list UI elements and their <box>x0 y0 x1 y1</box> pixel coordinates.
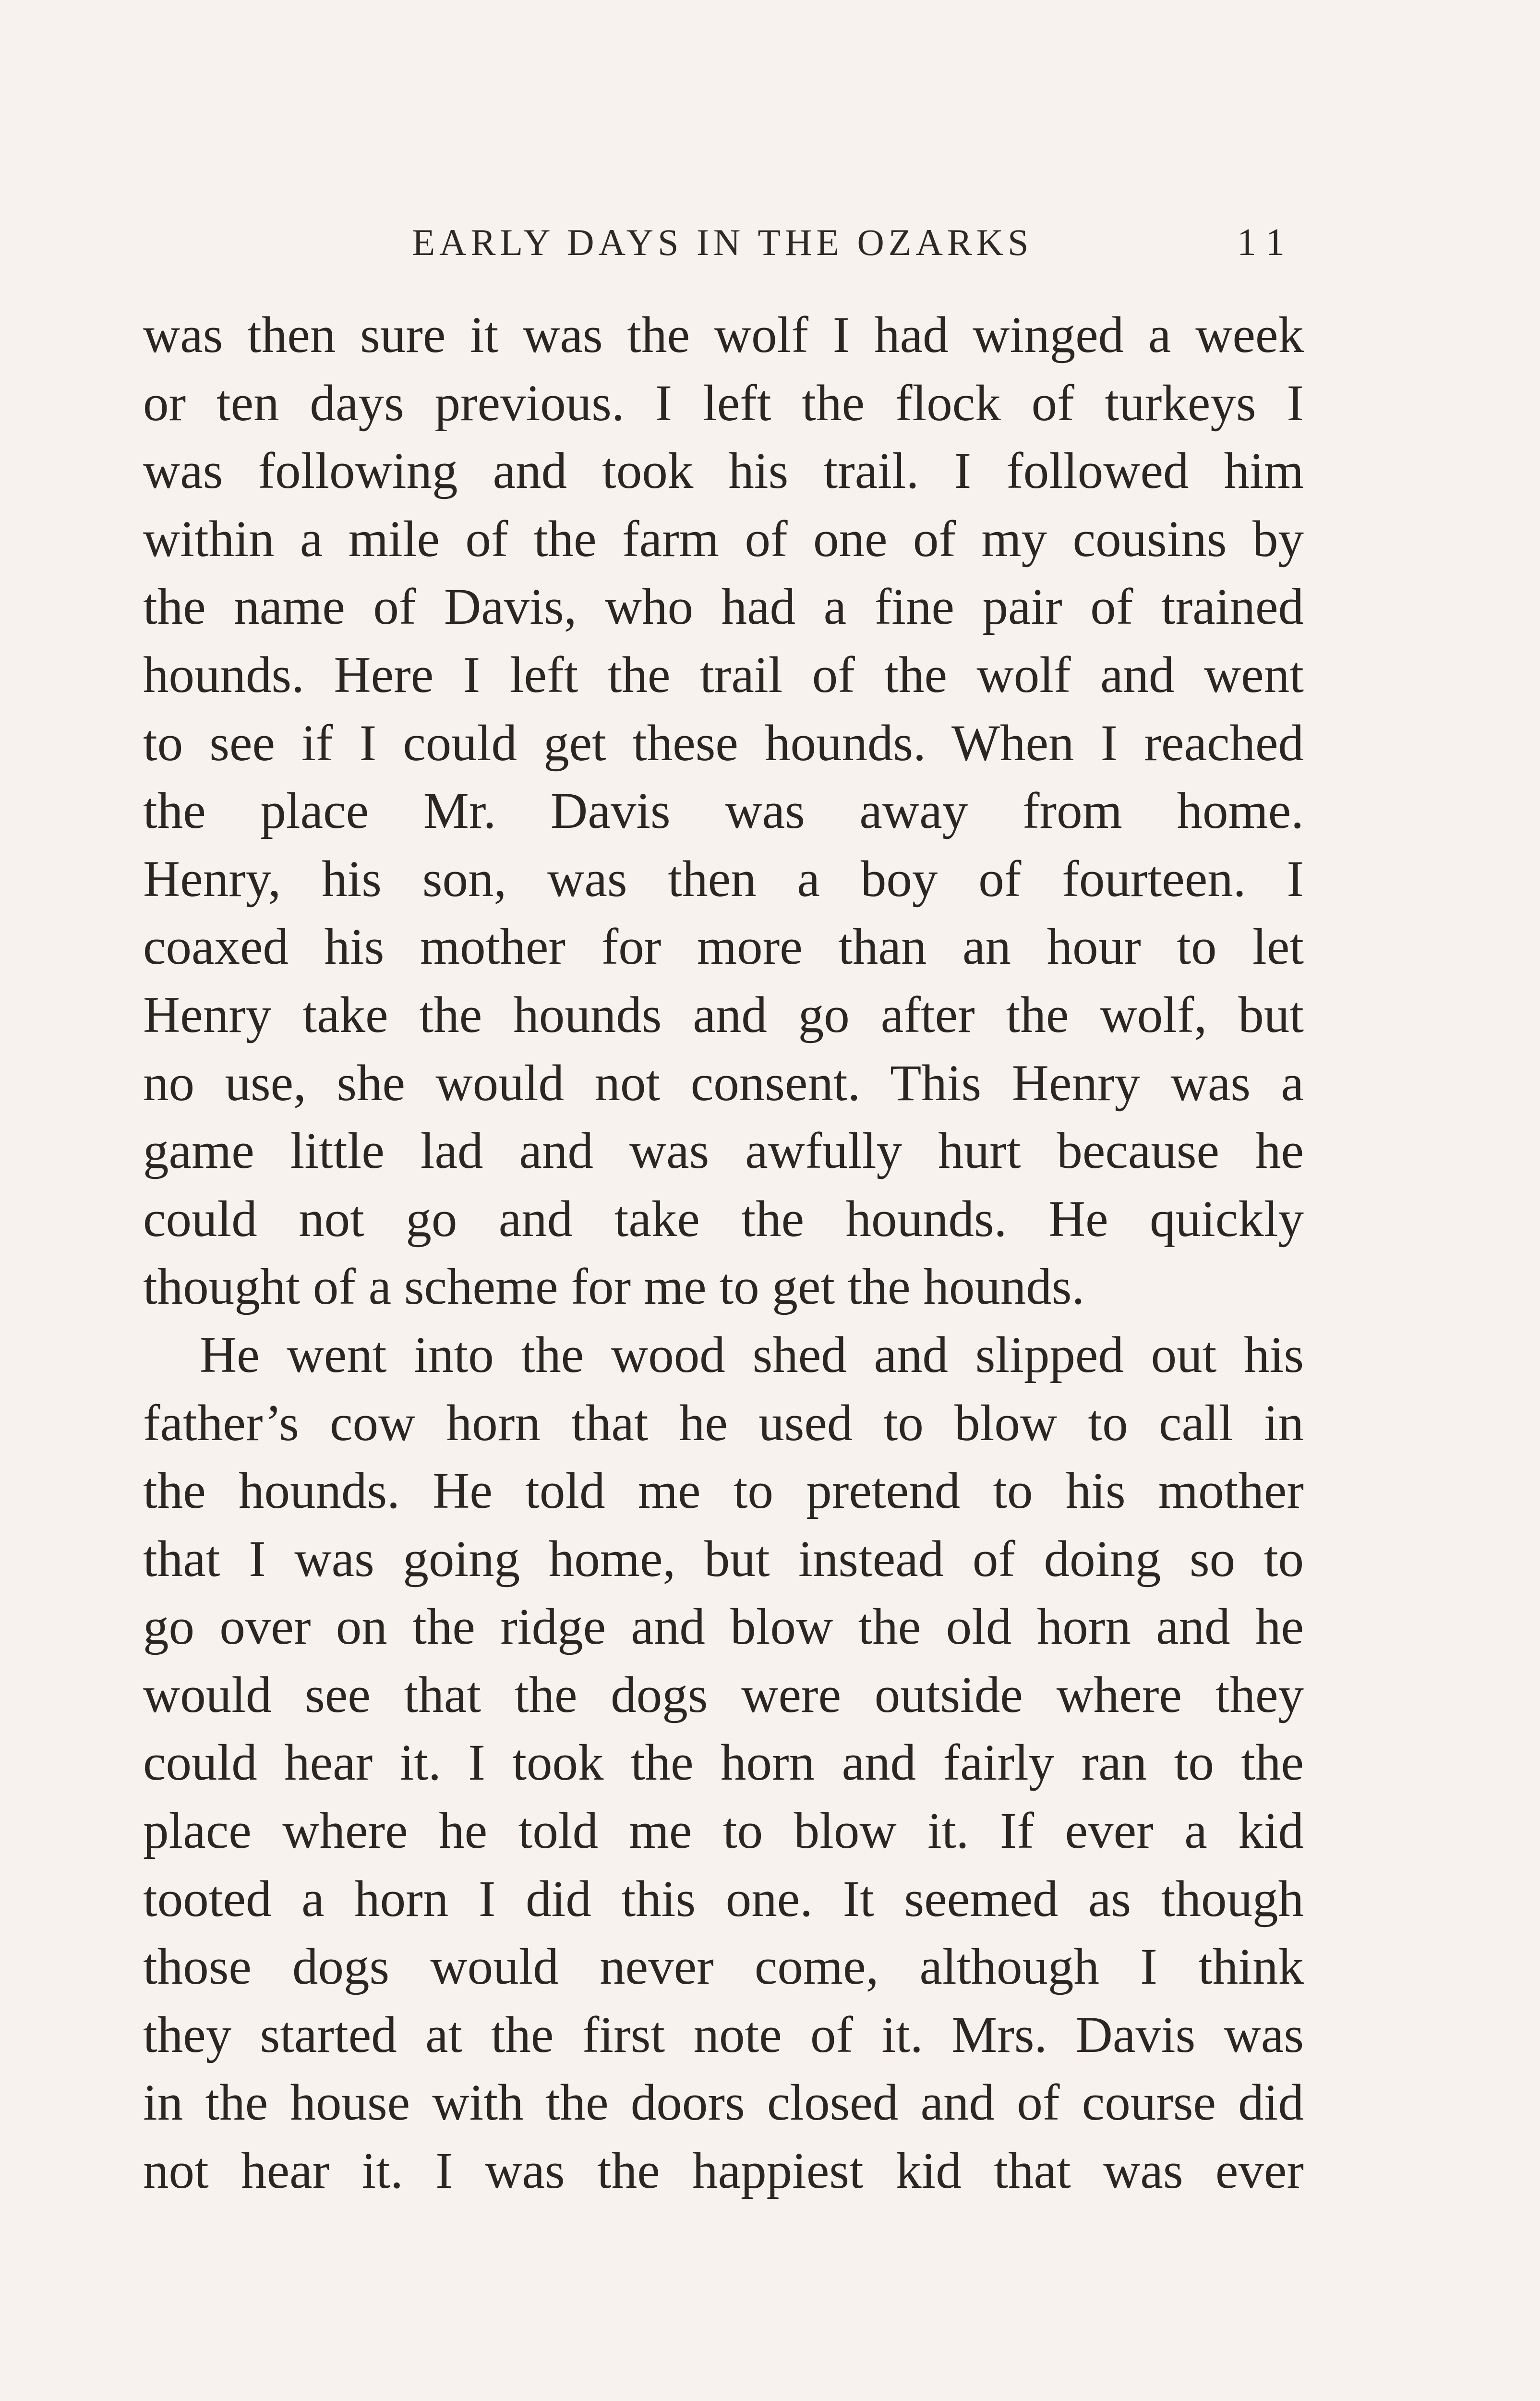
text-line: hounds. Here I left the trail of the wolf and went <box>143 646 1304 703</box>
text-line: they started at the first note of it. Mrs. Davis was <box>143 2006 1304 2063</box>
text-line: coaxed his mother for more than an hour to let <box>143 919 1304 976</box>
text-line: place where he told me to blow it. If ever a kid <box>143 1803 1304 1860</box>
text-line: could not go and take the hounds. He quickly <box>143 1190 1304 1248</box>
body-text <box>143 302 1304 2206</box>
paragraph-1 <box>143 302 1304 1322</box>
text-line: was following and took his trail. I followed him <box>143 443 1304 500</box>
text-line: was then sure it was the wolf I had winged a week <box>143 307 1304 364</box>
text-line: tooted a horn I did this one. It seemed as though <box>143 1870 1304 1928</box>
text-line: He went into the wood shed and slipped out his <box>200 1326 1304 1383</box>
running-title: EARLY DAYS IN THE OZARKS <box>412 221 1033 263</box>
text-line: go over on the ridge and blow the old horn and he <box>143 1599 1304 1656</box>
text-line: within a mile of the farm of one of my cousins by <box>143 510 1304 568</box>
text-line: the name of Davis, who had a fine pair of trained <box>143 579 1304 636</box>
text-line: would see that the dogs were outside where they <box>143 1666 1304 1723</box>
text-line: Henry take the hounds and go after the wolf, but <box>143 986 1304 1043</box>
text-line: the place Mr. Davis was away from home. <box>143 783 1304 840</box>
text-line: that I was going home, but instead of doing so to <box>143 1530 1304 1588</box>
text-line: not hear it. I was the happiest kid that was ever <box>143 2143 1304 2200</box>
text-line: no use, she would not consent. This Henry was a <box>143 1055 1304 1112</box>
text-line: the hounds. He told me to pretend to his mother <box>143 1463 1304 1520</box>
text-line: Henry, his son, was then a boy of fourteen. I <box>143 850 1304 908</box>
text-line: thought of a scheme for me to get the hounds. <box>143 1259 1085 1316</box>
paragraph-2 <box>143 1322 1304 2206</box>
text-line: game little lad and was awfully hurt because he <box>143 1123 1304 1180</box>
text-line: those dogs would never come, although I think <box>143 1939 1304 1996</box>
text-line: in the house with the doors closed and of course did <box>143 2074 1304 2132</box>
text-line: or ten days previous. I left the flock of turkeys I <box>143 375 1304 432</box>
page-number: 11 <box>1237 221 1295 264</box>
text-line: father’s cow horn that he used to blow to call in <box>143 1395 1304 1452</box>
text-line: to see if I could get these hounds. When I reached <box>143 715 1304 772</box>
running-head <box>144 216 1301 269</box>
text-line: could hear it. I took the horn and fairly ran to the <box>143 1734 1304 1792</box>
